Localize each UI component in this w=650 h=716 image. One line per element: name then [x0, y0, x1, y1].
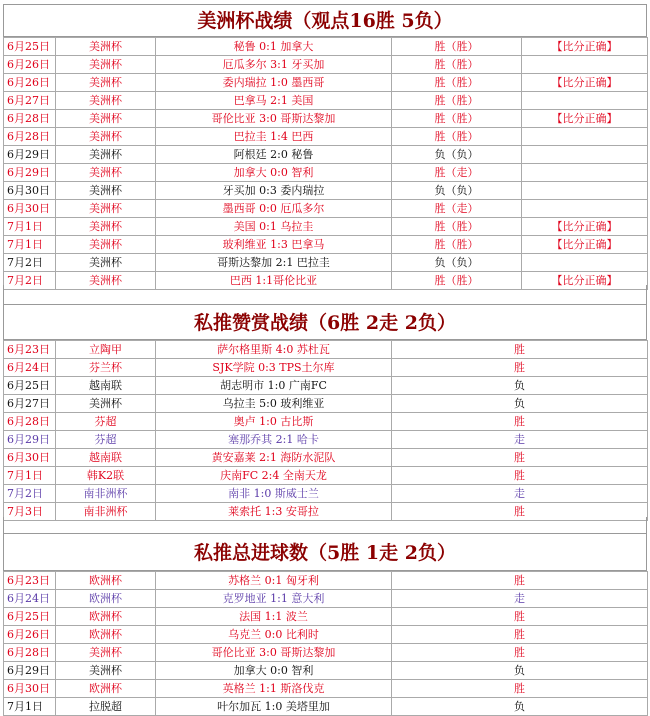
date-cell: 6月30日 [4, 200, 56, 218]
match-cell: 墨西哥 0:0 厄瓜多尔 [156, 200, 392, 218]
match-cell: 塞那乔其 2:1 哈卡 [156, 431, 392, 449]
table-row [4, 38, 648, 56]
date-cell: 6月25日 [4, 377, 56, 395]
result-cell: 胜 [392, 503, 648, 521]
date-cell: 6月29日 [4, 146, 56, 164]
table-row [4, 662, 648, 680]
result-cell: 胜（胜） [392, 110, 522, 128]
result-cell: 胜 [392, 626, 648, 644]
match-cell: 巴拉圭 1:4 巴西 [156, 128, 392, 146]
league-cell: 美洲杯 [56, 662, 156, 680]
result-cell: 负（负） [392, 146, 522, 164]
date-cell: 6月29日 [4, 164, 56, 182]
note-cell: 【比分正确】 [522, 272, 648, 290]
note-cell: 【比分正确】 [522, 110, 648, 128]
table-row [4, 164, 648, 182]
section-copa-america-record [3, 4, 647, 290]
result-cell: 胜 [392, 341, 648, 359]
league-cell: 美洲杯 [56, 236, 156, 254]
table-row [4, 200, 648, 218]
table-row [4, 395, 648, 413]
result-cell: 胜 [392, 572, 648, 590]
result-cell: 胜（胜） [392, 218, 522, 236]
match-cell: 巴拿马 2:1 美国 [156, 92, 392, 110]
match-cell: 南非 1:0 斯威士兰 [156, 485, 392, 503]
result-cell: 胜 [392, 644, 648, 662]
table-row [4, 467, 648, 485]
table-row [4, 449, 648, 467]
table-row [4, 359, 648, 377]
league-cell: 韩K2联 [56, 467, 156, 485]
match-cell: 英格兰 1:1 斯洛伐克 [156, 680, 392, 698]
league-cell: 芬兰杯 [56, 359, 156, 377]
match-cell: SJK学院 0:3 TPS土尔库 [156, 359, 392, 377]
league-cell: 美洲杯 [56, 146, 156, 164]
result-cell: 胜 [392, 359, 648, 377]
note-cell [522, 128, 648, 146]
league-cell: 欧洲杯 [56, 608, 156, 626]
league-cell: 美洲杯 [56, 38, 156, 56]
match-cell: 玻利维亚 1:3 巴拿马 [156, 236, 392, 254]
table-row [4, 92, 648, 110]
league-cell: 南非洲杯 [56, 503, 156, 521]
note-cell [522, 56, 648, 74]
date-cell: 6月25日 [4, 38, 56, 56]
note-cell [522, 200, 648, 218]
match-cell: 牙买加 0:3 委内瑞拉 [156, 182, 392, 200]
date-cell: 6月29日 [4, 431, 56, 449]
match-cell: 美国 0:1 乌拉圭 [156, 218, 392, 236]
result-cell: 胜（胜） [392, 38, 522, 56]
match-cell: 委内瑞拉 1:0 墨西哥 [156, 74, 392, 92]
date-cell: 7月1日 [4, 698, 56, 716]
table-row [4, 626, 648, 644]
table-row [4, 56, 648, 74]
league-cell: 美洲杯 [56, 128, 156, 146]
date-cell: 6月27日 [4, 395, 56, 413]
league-cell: 拉脱超 [56, 698, 156, 716]
match-cell: 法国 1:1 波兰 [156, 608, 392, 626]
league-cell: 芬超 [56, 413, 156, 431]
date-cell: 6月30日 [4, 449, 56, 467]
date-cell: 6月30日 [4, 182, 56, 200]
table-row [4, 413, 648, 431]
match-cell: 哥伦比亚 3:0 哥斯达黎加 [156, 644, 392, 662]
league-cell: 美洲杯 [56, 254, 156, 272]
table-row [4, 236, 648, 254]
section-title: 美洲杯战绩（观点16胜 5负） [3, 4, 647, 37]
league-cell: 美洲杯 [56, 182, 156, 200]
date-cell: 7月2日 [4, 485, 56, 503]
match-cell: 厄瓜多尔 3:1 牙买加 [156, 56, 392, 74]
result-cell: 胜（走） [392, 200, 522, 218]
date-cell: 6月28日 [4, 413, 56, 431]
note-cell: 【比分正确】 [522, 74, 648, 92]
date-cell: 6月24日 [4, 359, 56, 377]
match-cell: 萨尔格里斯 4:0 苏杜瓦 [156, 341, 392, 359]
table-row [4, 590, 648, 608]
table-row [4, 254, 648, 272]
table-row [4, 341, 648, 359]
match-cell: 黄安嘉莱 2:1 海防水泥队 [156, 449, 392, 467]
section-title: 私推赞赏战绩（6胜 2走 2负） [3, 304, 647, 340]
league-cell: 美洲杯 [56, 56, 156, 74]
table-row [4, 377, 648, 395]
league-cell: 欧洲杯 [56, 590, 156, 608]
result-cell: 胜 [392, 449, 648, 467]
match-cell: 庆南FC 2:4 全南天龙 [156, 467, 392, 485]
result-cell: 胜（胜） [392, 74, 522, 92]
league-cell: 美洲杯 [56, 200, 156, 218]
note-cell [522, 182, 648, 200]
match-cell: 克罗地亚 1:1 意大利 [156, 590, 392, 608]
table-row [4, 128, 648, 146]
result-cell: 走 [392, 590, 648, 608]
table-row [4, 182, 648, 200]
result-cell: 胜（胜） [392, 128, 522, 146]
date-cell: 6月28日 [4, 128, 56, 146]
result-cell: 胜（胜） [392, 92, 522, 110]
match-cell: 莱索托 1:3 安哥拉 [156, 503, 392, 521]
section-total-goals-record [3, 533, 647, 716]
league-cell: 越南联 [56, 377, 156, 395]
league-cell: 欧洲杯 [56, 680, 156, 698]
league-cell: 美洲杯 [56, 218, 156, 236]
table-row [4, 680, 648, 698]
result-cell: 负 [392, 662, 648, 680]
date-cell: 7月1日 [4, 218, 56, 236]
table-row [4, 608, 648, 626]
match-cell: 乌克兰 0:0 比利时 [156, 626, 392, 644]
result-cell: 胜 [392, 413, 648, 431]
date-cell: 6月23日 [4, 341, 56, 359]
result-cell: 胜 [392, 608, 648, 626]
league-cell: 美洲杯 [56, 74, 156, 92]
date-cell: 6月26日 [4, 74, 56, 92]
result-cell: 走 [392, 431, 648, 449]
league-cell: 美洲杯 [56, 644, 156, 662]
result-cell: 负 [392, 377, 648, 395]
table-row [4, 110, 648, 128]
result-cell: 胜（胜） [392, 236, 522, 254]
section-gap [3, 517, 647, 533]
note-cell: 【比分正确】 [522, 236, 648, 254]
result-cell: 胜 [392, 680, 648, 698]
table-row [4, 485, 648, 503]
table-row [4, 146, 648, 164]
league-cell: 南非洲杯 [56, 485, 156, 503]
match-cell: 哥伦比亚 3:0 哥斯达黎加 [156, 110, 392, 128]
note-cell [522, 92, 648, 110]
result-cell: 负 [392, 395, 648, 413]
league-cell: 美洲杯 [56, 164, 156, 182]
table-row [4, 572, 648, 590]
date-cell: 6月23日 [4, 572, 56, 590]
date-cell: 7月1日 [4, 467, 56, 485]
table-row [4, 218, 648, 236]
date-cell: 6月27日 [4, 92, 56, 110]
result-cell: 胜 [392, 467, 648, 485]
section-private-tips-record [3, 304, 647, 521]
table-row [4, 698, 648, 716]
match-cell: 哥斯达黎加 2:1 巴拉圭 [156, 254, 392, 272]
league-cell: 越南联 [56, 449, 156, 467]
result-cell: 胜（胜） [392, 272, 522, 290]
table-row [4, 644, 648, 662]
date-cell: 6月26日 [4, 626, 56, 644]
league-cell: 美洲杯 [56, 395, 156, 413]
date-cell: 6月25日 [4, 608, 56, 626]
match-cell: 胡志明市 1:0 广南FC [156, 377, 392, 395]
record-table [3, 571, 648, 716]
match-cell: 奥卢 1:0 古比斯 [156, 413, 392, 431]
date-cell: 7月2日 [4, 272, 56, 290]
league-cell: 美洲杯 [56, 92, 156, 110]
date-cell: 6月30日 [4, 680, 56, 698]
note-cell: 【比分正确】 [522, 38, 648, 56]
record-table [3, 37, 648, 290]
match-cell: 加拿大 0:0 智利 [156, 662, 392, 680]
match-cell: 叶尔加瓦 1:0 美塔里加 [156, 698, 392, 716]
note-cell: 【比分正确】 [522, 218, 648, 236]
match-cell: 苏格兰 0:1 匈牙利 [156, 572, 392, 590]
match-cell: 加拿大 0:0 智利 [156, 164, 392, 182]
league-cell: 芬超 [56, 431, 156, 449]
section-title: 私推总进球数（5胜 1走 2负） [3, 533, 647, 571]
match-cell: 秘鲁 0:1 加拿大 [156, 38, 392, 56]
result-cell: 负（负） [392, 254, 522, 272]
match-cell: 巴西 1:1哥伦比亚 [156, 272, 392, 290]
result-cell: 负 [392, 698, 648, 716]
note-cell [522, 146, 648, 164]
table-row [4, 74, 648, 92]
league-cell: 欧洲杯 [56, 626, 156, 644]
league-cell: 美洲杯 [56, 110, 156, 128]
date-cell: 6月24日 [4, 590, 56, 608]
result-cell: 走 [392, 485, 648, 503]
section-gap [3, 285, 647, 304]
league-cell: 立陶甲 [56, 341, 156, 359]
date-cell: 6月28日 [4, 644, 56, 662]
note-cell [522, 254, 648, 272]
result-cell: 胜（走） [392, 164, 522, 182]
match-cell: 阿根廷 2:0 秘鲁 [156, 146, 392, 164]
table-row [4, 431, 648, 449]
result-cell: 胜（胜） [392, 56, 522, 74]
date-cell: 7月1日 [4, 236, 56, 254]
record-table [3, 340, 648, 521]
date-cell: 6月29日 [4, 662, 56, 680]
note-cell [522, 164, 648, 182]
date-cell: 6月28日 [4, 110, 56, 128]
result-cell: 负（负） [392, 182, 522, 200]
date-cell: 7月2日 [4, 254, 56, 272]
league-cell: 欧洲杯 [56, 572, 156, 590]
date-cell: 6月26日 [4, 56, 56, 74]
league-cell: 美洲杯 [56, 272, 156, 290]
date-cell: 7月3日 [4, 503, 56, 521]
match-cell: 乌拉圭 5:0 玻利维亚 [156, 395, 392, 413]
